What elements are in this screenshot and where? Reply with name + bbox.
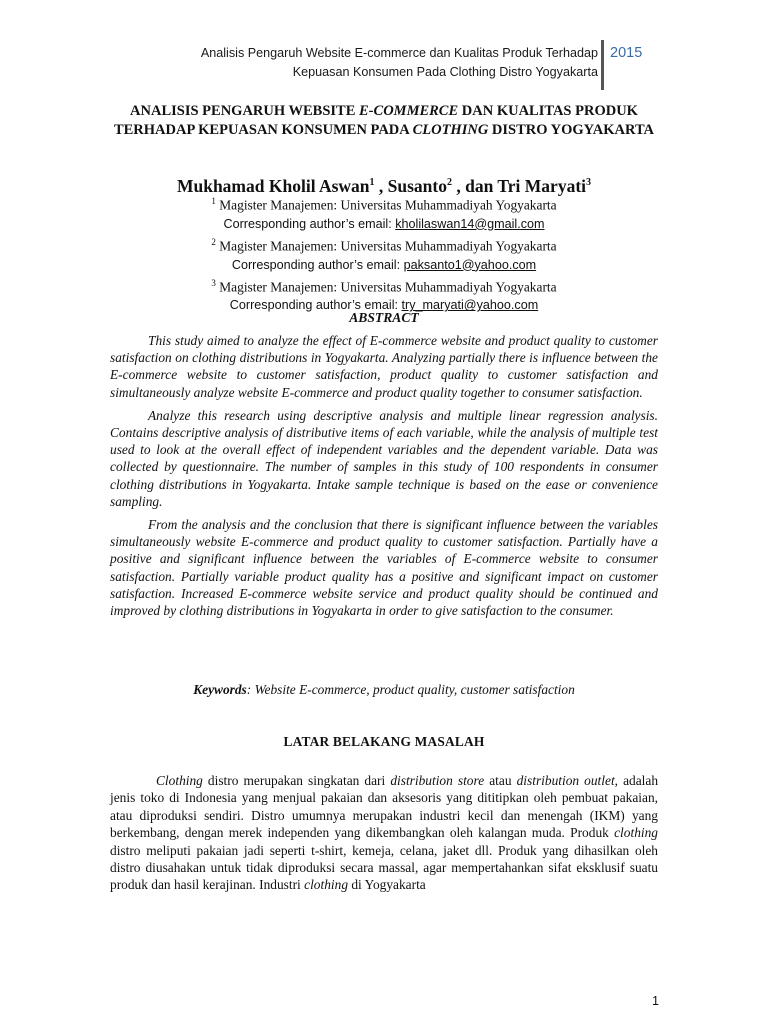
- abstract-paragraph: Analyze this research using descriptive analysis and multiple linear regression analysis. Contains descriptive analysis of distributive items of each variable, while the analysis of multiple test used to look at the overall effect of independent variables and the dependent variable. Data was collected by questionnaire. The number of samples in this study of 100 respondents in consumer clothing distributions in Yogyakarta. Intake sample technique is based on the ease or convenience sampling.: [110, 407, 658, 509]
- affiliation-number: 3: [211, 277, 216, 288]
- italic-term: distribution outlet: [516, 773, 615, 788]
- author-affil-mark: 1: [369, 177, 375, 188]
- header-year: 2015: [610, 45, 643, 61]
- author-name: Mukhamad Kholil Aswan: [176, 175, 370, 196]
- italic-term: clothing: [614, 825, 658, 841]
- title-italic-term: E-COMMERCE: [359, 103, 459, 119]
- section-heading: LATAR BELAKANG MASALAH: [283, 734, 485, 749]
- header-divider: [601, 40, 604, 90]
- abstract-paragraph: From the analysis and the conclusion that there is significant influence between the variables simultaneously website E-commerce and product quality to customer satisfaction. Partially have a positive and significant influence between the variables of E-commerce website to consumer satisfaction. Partially variable product quality has a positive and significant impact on customer satisfaction. Increased E-commerce website service and product quality should be continued and improved by clothing distributions in Yogyakarta in order to give satisfaction to the consumer.: [110, 517, 658, 619]
- italic-term: clothing: [304, 877, 349, 893]
- email-label: Corresponding author’s email:: [231, 257, 404, 272]
- corresponding-email-line: [110, 215, 658, 233]
- author-separator: ,: [374, 175, 388, 196]
- abstract-heading: ABSTRACT: [349, 310, 419, 325]
- author-name: Susanto: [387, 175, 447, 196]
- running-header-line-1: Analisis Pengaruh Website E-commerce dan Kualitas Produk Terhadap: [200, 46, 598, 60]
- abstract-paragraph: This study aimed to analyze the effect of E-commerce website and product quality to customer satisfaction on clothing distributions in Yogyakarta. Analyzing partially there is influence between the E-commerce website to customer satisfaction, product quality to customer satisfaction and simultaneously analyze website E-commerce and product quality together to consumer satisfaction.: [110, 333, 658, 400]
- corresponding-email-line: [110, 256, 658, 274]
- affiliation-line: [110, 274, 658, 297]
- keywords-label: Keywords: [193, 682, 247, 697]
- keywords-text: : Website E-commerce, product quality, customer satisfaction: [246, 682, 575, 697]
- section-body: [110, 772, 658, 894]
- body-text: distro meliputi pakaian jadi seperti t-shirt, kemeja, celana, jaket dll. Produk yang dihasilkan oleh distro diusahakan untuk tidak diproduksi secara massal, agar mempertahankan sifat eksklusif suatu produk dan hasil kerajinan. Industri: [110, 842, 658, 893]
- email-link[interactable]: try_maryati@yahoo.com: [401, 298, 539, 313]
- affiliation-institution: Magister Manajemen: Universitas Muhammadiyah Yogyakarta: [215, 279, 557, 295]
- email-link[interactable]: kholilaswan14@gmail.com: [395, 216, 545, 231]
- affiliations: [110, 192, 658, 315]
- abstract-body: [110, 332, 658, 625]
- affiliation-institution: Magister Manajemen: Universitas Muhammadiyah Yogyakarta: [215, 197, 557, 213]
- email-label: Corresponding author’s email:: [223, 216, 396, 231]
- body-text: di Yogyakarta: [348, 877, 426, 893]
- italic-term: distribution store: [390, 773, 485, 788]
- running-header-line-2: Kepuasan Konsumen Pada Clothing Distro Yogyakarta: [292, 65, 598, 79]
- body-paragraph: [110, 772, 658, 894]
- author-name: Tri Maryati: [497, 175, 587, 196]
- author-separator: , dan: [452, 175, 498, 196]
- title-text: ANALISIS PENGARUH WEBSITE: [130, 103, 360, 119]
- paper-title: [110, 102, 658, 140]
- email-link[interactable]: paksanto1@yahoo.com: [403, 257, 537, 272]
- title-italic-term: CLOTHING: [412, 122, 489, 138]
- body-text: , adalah jenis toko di Indonesia yang menjual pakaian dan aksesoris yang dititipkan oleh pembuat pakaian, atau diproduksi sendiri. Distro umumnya merupakan industri kecil dan menengah (IKM) yang berkembang, dengan merek independen yang dikembangkan oleh kalangan muda. Produk: [110, 773, 659, 841]
- affiliation-line: [110, 192, 658, 215]
- italic-term: Clothing: [156, 773, 203, 788]
- affiliation-number: 1: [211, 196, 216, 206]
- affiliation-number: 2: [211, 236, 216, 247]
- affiliation-institution: Magister Manajemen: Universitas Muhammadiyah Yogyakarta: [215, 238, 557, 254]
- running-header: [100, 44, 598, 82]
- page-number: 1: [652, 994, 660, 1008]
- author-affil-mark: 3: [586, 177, 592, 188]
- title-text: DAN KUALITAS PRODUK TERHADAP KEPUASAN KONSUMEN PADA: [113, 103, 638, 138]
- title-text: DISTRO YOGYAKARTA: [488, 122, 655, 138]
- keywords-line: [110, 682, 658, 698]
- affiliation-line: [110, 233, 658, 256]
- body-text: atau: [484, 773, 517, 788]
- author-affil-mark: 2: [447, 177, 452, 188]
- body-text: distro merupakan singkatan dari: [202, 773, 391, 788]
- email-label: Corresponding author’s email:: [229, 298, 402, 313]
